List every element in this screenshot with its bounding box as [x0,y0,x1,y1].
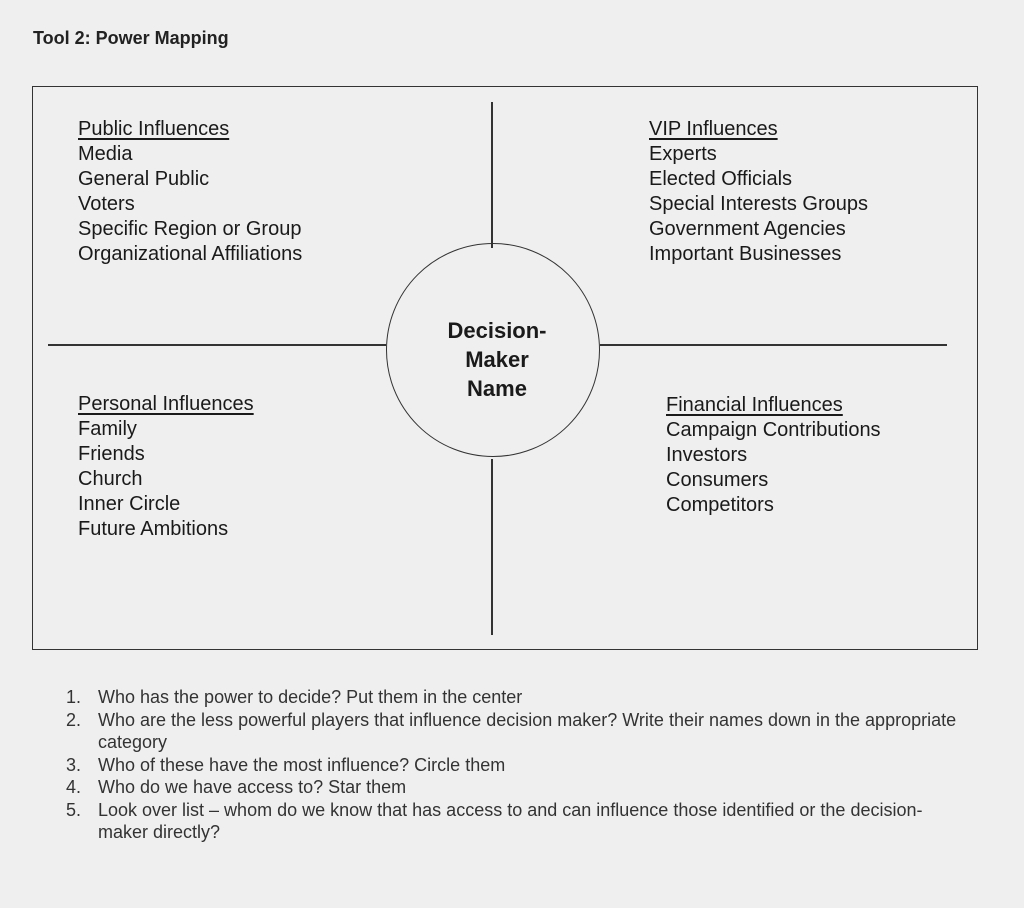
quadrant-item: Elected Officials [649,168,793,190]
quadrant-item: Friends [78,443,145,465]
page-title: Tool 2: Power Mapping [33,28,229,48]
quadrant-item: Experts [649,143,717,165]
quadrant-item: Church [78,468,143,490]
instruction-text: Who of these have the most influence? Circle them [98,754,506,775]
quadrant-item: Voters [78,193,135,215]
instruction-item [66,754,966,777]
decision-maker-label [386,316,608,403]
quadrant-item: Consumers [666,469,769,491]
quadrant-heading: Personal Influences [78,393,254,415]
quadrant-item: Competitors [666,494,774,516]
divider-horizontal-left [48,344,386,346]
center-label-line-3: Name [467,376,527,401]
instruction-number: 3. [66,754,82,775]
quadrant-item: Organizational Affiliations [78,243,303,265]
quadrant-item: Government Agencies [649,218,846,240]
instruction-text: Who are the less powerful players that influence decision maker? Write their names down in the appropriate category [98,709,957,752]
quadrant-item: Important Businesses [649,243,842,265]
quadrant-heading: Financial Influences [666,394,843,416]
quadrant-public-influences [78,117,302,267]
instruction-number: 5. [66,799,82,820]
instruction-number: 1. [66,687,82,707]
instruction-item [66,686,966,709]
quadrant-item: Future Ambitions [78,518,229,540]
quadrant-item: Investors [666,444,748,466]
quadrant-item: Special Interests Groups [649,193,868,215]
instruction-item [66,776,966,799]
divider-vertical-bottom [491,459,493,635]
quadrant-item: General Public [78,168,210,190]
instruction-text: Who has the power to decide? Put them in the center [98,687,523,707]
instruction-number: 2. [66,709,82,730]
quadrant-item: Specific Region or Group [78,218,302,240]
instruction-item [66,709,966,754]
quadrant-item: Inner Circle [78,493,181,515]
instruction-text: Look over list – whom do we know that has access to and can influence those identified or the decision-maker directly? [98,799,923,842]
quadrant-item: Family [78,418,137,440]
center-label-line-2: Maker [465,347,529,372]
quadrant-financial-influences [666,393,881,518]
instruction-item [66,799,966,844]
divider-vertical-top [491,102,493,248]
quadrant-heading: VIP Influences [649,118,778,140]
instruction-text: Who do we have access to? Star them [98,777,407,797]
center-label-line-1: Decision- [447,318,547,343]
quadrant-heading: Public Influences [78,118,230,140]
instruction-number: 4. [66,777,82,797]
quadrant-item: Campaign Contributions [666,419,881,441]
divider-horizontal-right [600,344,947,346]
quadrant-personal-influences [78,392,254,542]
instructions-list [66,686,966,844]
quadrant-vip-influences [649,117,868,267]
quadrant-item: Media [78,143,133,165]
